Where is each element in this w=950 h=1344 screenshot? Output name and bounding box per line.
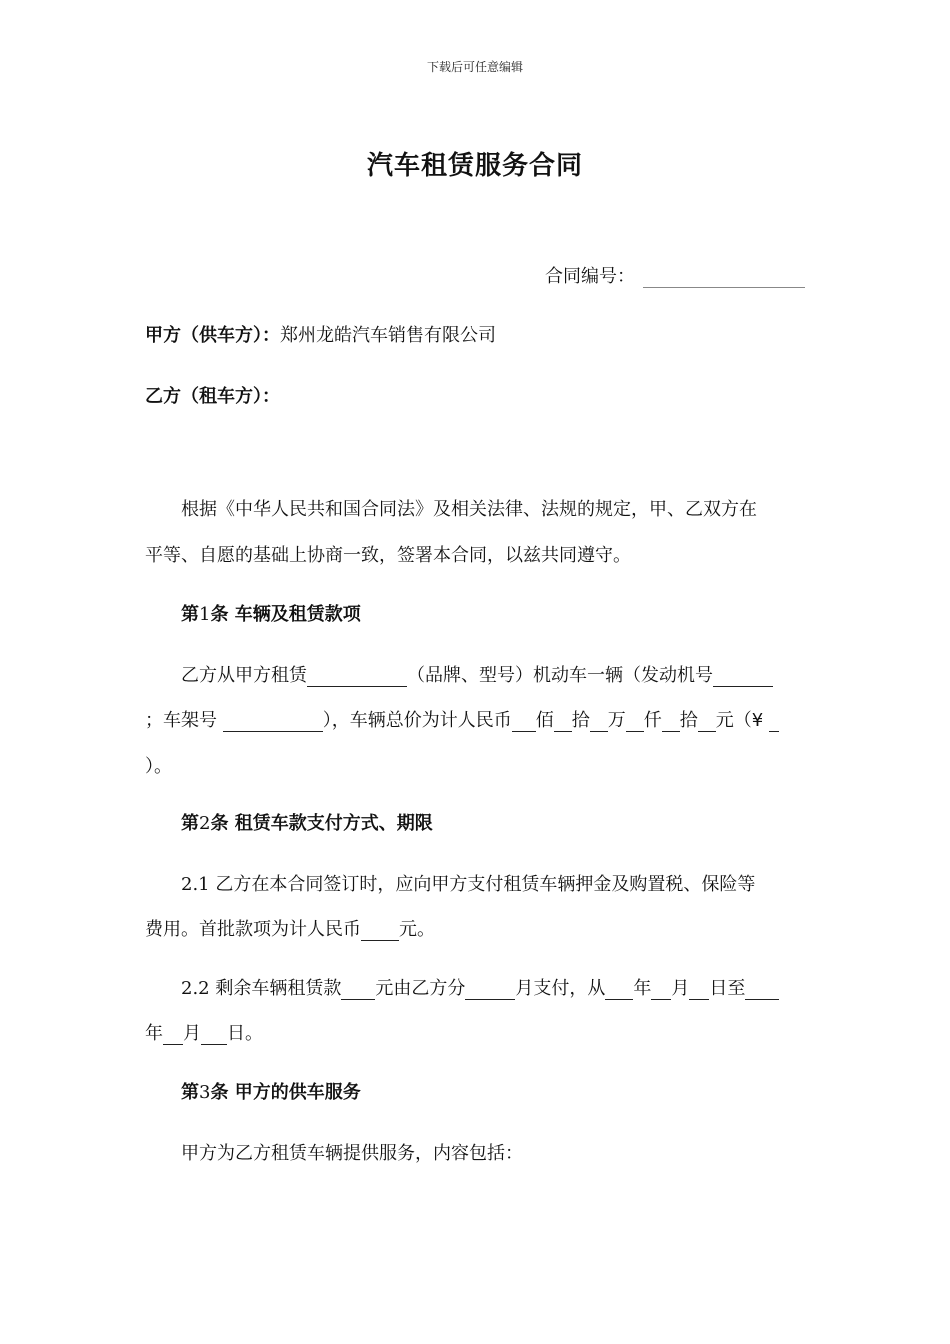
article-prefix: 第 bbox=[181, 1082, 199, 1103]
document-title: 汽车租赁服务合同 bbox=[366, 151, 583, 181]
text: ），车辆总价为计人民币 bbox=[322, 710, 512, 731]
article-number: 3 bbox=[199, 1082, 211, 1103]
day-blank[interactable] bbox=[201, 1026, 227, 1045]
article-3-heading bbox=[181, 1078, 361, 1104]
clause-2-2-line-1 bbox=[181, 974, 841, 1000]
article-2-heading bbox=[181, 809, 433, 835]
article-prefix: 第 bbox=[181, 604, 199, 625]
contract-number-blank[interactable] bbox=[643, 269, 805, 288]
text: 月 bbox=[671, 978, 690, 999]
article-title: 条 甲方的供车服务 bbox=[210, 1082, 361, 1103]
header-note: 下载后可任意编辑 bbox=[426, 60, 523, 74]
article-1-line-2 bbox=[145, 706, 805, 732]
preamble-line-2: 平等、自愿的基础上协商一致，签署本合同，以兹共同遵守。 bbox=[145, 545, 631, 566]
article-prefix: 第 bbox=[181, 813, 199, 834]
month-blank[interactable] bbox=[651, 981, 671, 1000]
text: 佰 bbox=[535, 710, 554, 731]
party-b bbox=[145, 382, 280, 408]
amount-blank[interactable] bbox=[512, 713, 536, 732]
year-blank[interactable] bbox=[605, 981, 633, 1000]
article-1-line-3: ）。 bbox=[145, 756, 172, 777]
article-1-line-1 bbox=[181, 661, 841, 687]
contract-number-label: 合同编号： bbox=[545, 266, 635, 287]
day-blank[interactable] bbox=[689, 981, 709, 1000]
amount-blank[interactable] bbox=[626, 713, 644, 732]
amount-figure-blank[interactable] bbox=[769, 713, 779, 732]
article-title: 条 租赁车款支付方式、期限 bbox=[210, 813, 433, 834]
text: 月 bbox=[183, 1023, 201, 1044]
text: 日至 bbox=[709, 978, 746, 999]
amount-blank[interactable] bbox=[662, 713, 680, 732]
text: （品牌、型号）机动车一辆（发动机号 bbox=[407, 665, 713, 686]
party-a bbox=[145, 321, 496, 347]
text: 剩余车辆租赁款 bbox=[209, 978, 342, 999]
article-number: 1 bbox=[199, 604, 211, 625]
text: 乙方从甲方租赁 bbox=[181, 665, 307, 686]
text: 仟 bbox=[643, 710, 662, 731]
month-blank[interactable] bbox=[163, 1026, 183, 1045]
months-blank[interactable] bbox=[465, 981, 515, 1000]
text: 万 bbox=[607, 710, 626, 731]
text: 月支付，从 bbox=[515, 978, 606, 999]
text: 费用。首批款项为计人民币 bbox=[145, 919, 361, 940]
text: 拾 bbox=[571, 710, 590, 731]
clause-2-1-line-2 bbox=[145, 915, 805, 941]
text: 日。 bbox=[227, 1023, 263, 1044]
clause-2-1-line-1 bbox=[181, 870, 841, 896]
engine-no-blank[interactable] bbox=[713, 668, 773, 687]
year-blank[interactable] bbox=[745, 981, 779, 1000]
clause-2-2-line-2 bbox=[145, 1019, 805, 1045]
clause-number: 2.2 bbox=[181, 978, 210, 999]
article-title: 条 车辆及租赁款项 bbox=[210, 604, 361, 625]
text: 乙方在本合同签订时，应向甲方支付租赁车辆押金及购置税、保险等 bbox=[209, 874, 756, 895]
brand-blank[interactable] bbox=[307, 668, 407, 687]
text: ；车架号 bbox=[145, 710, 223, 731]
text: 元。 bbox=[399, 919, 435, 940]
amount-blank[interactable] bbox=[698, 713, 716, 732]
party-b-label: 乙方（租车方）： bbox=[145, 386, 280, 407]
article-number: 2 bbox=[199, 813, 211, 834]
text: 拾 bbox=[679, 710, 698, 731]
amount-blank[interactable] bbox=[554, 713, 572, 732]
contract-number bbox=[545, 262, 805, 288]
article-1-heading bbox=[181, 600, 361, 626]
party-a-label: 甲方（供车方）： bbox=[145, 325, 280, 346]
party-a-name: 郑州龙皓汽车销售有限公司 bbox=[280, 325, 496, 346]
text: 元由乙方分 bbox=[375, 978, 466, 999]
text: 年 bbox=[145, 1023, 163, 1044]
article-3-text: 甲方为乙方租赁车辆提供服务，内容包括： bbox=[181, 1143, 523, 1164]
remaining-amount-blank[interactable] bbox=[341, 981, 375, 1000]
first-payment-blank[interactable] bbox=[361, 922, 399, 941]
text: 元（¥ bbox=[715, 710, 769, 731]
frame-no-blank[interactable] bbox=[223, 713, 323, 732]
preamble-line-1: 根据《中华人民共和国合同法》及相关法律、法规的规定，甲、乙双方在 bbox=[181, 499, 757, 520]
amount-blank[interactable] bbox=[590, 713, 608, 732]
clause-number: 2.1 bbox=[181, 874, 210, 895]
text: 年 bbox=[633, 978, 652, 999]
